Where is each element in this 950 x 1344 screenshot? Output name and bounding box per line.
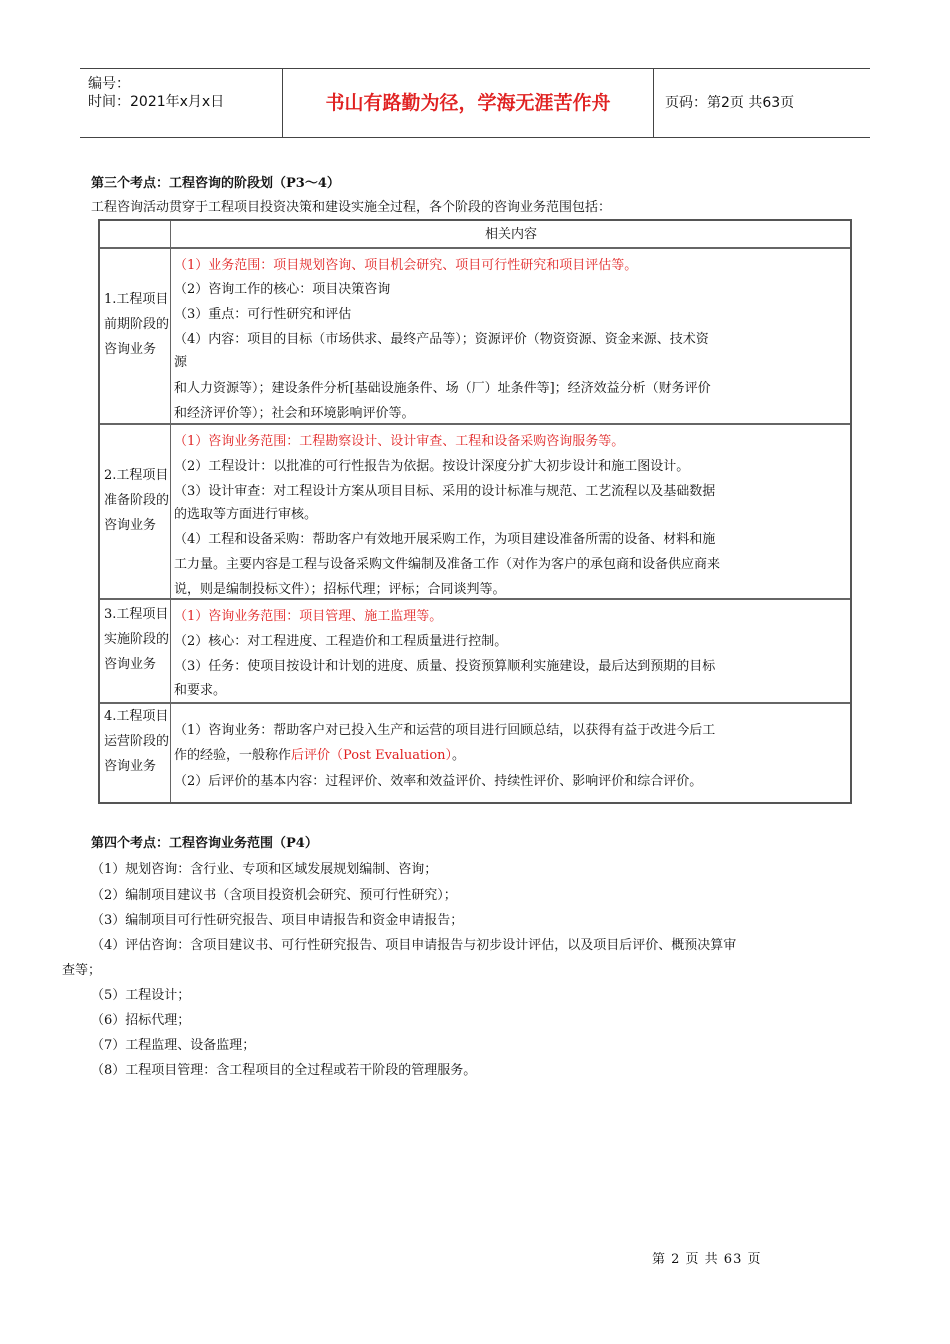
table-line: 源 (174, 355, 188, 370)
stage-label-2: 2.工程项目准备阶段的咨询业务 (104, 468, 170, 533)
motto: 书山有路勤为径，学海无涯苦作舟 (283, 69, 654, 137)
code-label: 编号： (88, 76, 130, 92)
table-line: （4）内容：项目的目标（市场供求、最终产品等）；资源评价（物资资源、资金来源、技术资 (174, 332, 709, 347)
table-line: （3）重点：可行性研究和评估 (174, 307, 352, 322)
stage-label-3: 3.工程项目实施阶段的咨询业务 (104, 607, 170, 672)
stage-label-4: 4.工程项目运营阶段的咨询业务 (104, 709, 170, 774)
list-item: （3）编制项目可行性研究报告、项目申请报告和资金申请报告； (91, 913, 464, 928)
date-label: 时间：2021年x月x日 (88, 94, 225, 110)
table-line: （1）咨询业务范围：工程勘察设计、设计审查、工程和设备采购咨询服务等。 (174, 434, 625, 449)
row-divider (100, 598, 850, 600)
page-info: 页码：第2页 共63页 (665, 95, 795, 111)
section3-title: 第三个考点：工程咨询的阶段划（P3～4） (91, 176, 340, 191)
table-line: 和经济评价等）；社会和环境影响评价等。 (174, 406, 415, 421)
line-text: 作的经验，一般称作后评价（Post Evaluation）。 (174, 748, 466, 763)
header-meta (80, 69, 283, 137)
list-item: （2）编制项目建议书（含项目投资机会研究、预可行性研究）； (91, 888, 457, 903)
table-divider (170, 221, 171, 802)
table-line: （2）咨询工作的核心：项目决策咨询 (174, 282, 391, 297)
table-line: 和人力资源等）；建设条件分析[基础设施条件、场（厂）址条件等]；经济效益分析（财务评价 (174, 381, 711, 396)
table-line: （2）核心：对工程进度、工程造价和工程质量进行控制。 (174, 634, 508, 649)
list-item: （1）规划咨询：含行业、专项和区域发展规划编制、咨询； (91, 862, 438, 877)
highlight-term: 后评价（Post Evaluation） (291, 748, 453, 763)
table-line: （2）后评价的基本内容：过程评价、效率和效益评价、持续性评价、影响评价和综合评价。 (174, 774, 703, 789)
table-line: （1）咨询业务范围：项目管理、施工监理等。 (174, 609, 443, 624)
table-line: （1）业务范围：项目规划咨询、项目机会研究、项目可行性研究和项目评估等。 (174, 258, 638, 273)
row-divider (100, 423, 850, 425)
list-item: （8）工程项目管理：含工程项目的全过程或若干阶段的管理服务。 (91, 1063, 477, 1078)
table-line (174, 744, 850, 763)
stage-table (98, 219, 852, 804)
list-item: （5）工程设计； (91, 988, 191, 1003)
section3-intro: 工程咨询活动贯穿于工程项目投资决策和建设实施全过程，各个阶段的咨询业务范围包括： (91, 200, 612, 215)
list-item: （6）招标代理； (91, 1013, 191, 1028)
list-item: （4）评估咨询：含项目建议书、可行性研究报告、项目申请报告与初步设计评估，以及项目后评价、概预决算审 (91, 938, 737, 953)
page-footer: 第 2 页 共 63 页 (652, 1252, 762, 1267)
table-header: 相关内容 (484, 227, 537, 242)
stage-label-1: 1.工程项目前期阶段的咨询业务 (104, 292, 170, 357)
table-line: （1）咨询业务：帮助客户对已投入生产和运营的项目进行回顾总结，以获得有益于改进今后工 (174, 723, 716, 738)
list-item: （7）工程监理、设备监理； (91, 1038, 256, 1053)
row-divider (100, 702, 850, 704)
table-line: （3）设计审查：对工程设计方案从项目目标、采用的设计标准与规范、工艺流程以及基础数据 (174, 484, 716, 499)
table-line: 的选取等方面进行审核。 (174, 507, 318, 522)
table-line: （3）任务：使项目按设计和计划的进度、质量、投资预算顺利实施建设，最后达到预期的目标 (174, 659, 716, 674)
section4-title: 第四个考点：工程咨询业务范围（P4） (91, 836, 318, 851)
table-line: 和要求。 (174, 683, 227, 698)
table-line: 说，则是编制投标文件）；招标代理；评标；合同谈判等。 (174, 582, 506, 597)
table-line: 工力量。主要内容是工程与设备采购文件编制及准备工作（对作为客户的承包商和设备供应商来 (174, 557, 721, 572)
list-item: 查等； (62, 963, 102, 978)
table-line: （2）工程设计：以批准的可行性报告为依据。按设计深度分扩大初步设计和施工图设计。 (174, 459, 690, 474)
table-line: （4）工程和设备采购：帮助客户有效地开展采购工作，为项目建设准备所需的设备、材料和施 (174, 532, 716, 547)
row-divider (100, 247, 850, 249)
document-header (80, 68, 870, 138)
